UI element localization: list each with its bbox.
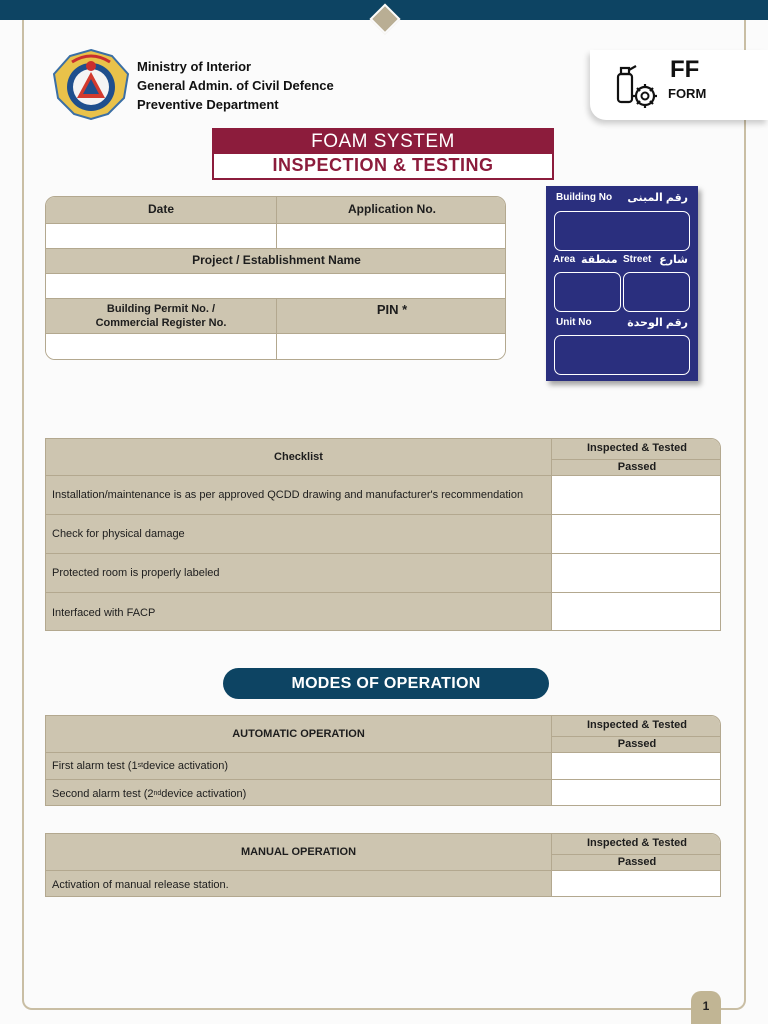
checklist-item-passed-cell[interactable] bbox=[551, 554, 721, 592]
ministry-line-3: Preventive Department bbox=[137, 97, 279, 112]
automatic-item-2-text-end: device activation) bbox=[161, 787, 247, 800]
building-no-label-ar: رقم المبنى bbox=[627, 192, 688, 204]
manual-operation-table bbox=[45, 833, 721, 897]
checklist-item-label: Check for physical damage bbox=[46, 515, 551, 553]
manual-operation-header: MANUAL OPERATION bbox=[46, 834, 551, 870]
building-no-label: Building No bbox=[556, 192, 613, 203]
checklist-item-passed-cell[interactable] bbox=[551, 593, 721, 631]
ministry-line-2: General Admin. of Civil Defence bbox=[137, 78, 334, 93]
page-number: 1 bbox=[691, 991, 721, 1024]
extinguisher-gear-icon bbox=[612, 62, 662, 112]
building-permit-label bbox=[46, 299, 276, 333]
manual-item-label: Activation of manual release station. bbox=[46, 871, 551, 897]
building-permit-label-line-1: Building Permit No. / bbox=[106, 303, 216, 315]
manual-item-passed-cell[interactable] bbox=[551, 871, 721, 897]
unit-no-field[interactable] bbox=[554, 335, 690, 375]
form-title-line-2: INSPECTION & TESTING bbox=[214, 154, 552, 178]
inspected-tested-header: Inspected & Tested bbox=[551, 834, 721, 854]
application-no-label: Application No. bbox=[277, 197, 506, 223]
checklist-item-passed-cell[interactable] bbox=[551, 515, 721, 553]
date-label: Date bbox=[46, 197, 276, 223]
project-name-label: Project / Establishment Name bbox=[46, 249, 506, 273]
application-no-field[interactable] bbox=[277, 224, 506, 248]
checklist-item-label: Installation/maintenance is as per approved QCDD drawing and manufacturer's recommendation bbox=[46, 476, 551, 514]
form-title-line-1: FOAM SYSTEM bbox=[214, 130, 552, 154]
table-row bbox=[46, 753, 721, 779]
divider bbox=[46, 223, 506, 224]
checklist-item-label: Protected room is properly labeled bbox=[46, 554, 551, 592]
building-permit-field[interactable] bbox=[46, 334, 276, 360]
passed-header: Passed bbox=[551, 736, 721, 752]
automatic-operation-table bbox=[45, 715, 721, 806]
table-row bbox=[46, 593, 721, 631]
table-row bbox=[46, 780, 721, 806]
address-panel bbox=[546, 186, 698, 381]
form-code-card bbox=[590, 50, 768, 120]
pin-field[interactable] bbox=[277, 334, 506, 360]
application-info-table bbox=[45, 196, 506, 360]
civil-defence-logo-icon bbox=[52, 48, 130, 120]
automatic-operation-header: AUTOMATIC OPERATION bbox=[46, 716, 551, 752]
automatic-item-label: Second alarm test (2 nd device activation) bbox=[46, 780, 551, 806]
automatic-item-1-text-end: device activation) bbox=[143, 760, 229, 772]
street-label-ar: شارع bbox=[659, 254, 688, 266]
automatic-item-2-text: Second alarm test (2 bbox=[52, 787, 154, 800]
automatic-item-1-text: First alarm test (1 bbox=[52, 760, 138, 772]
modes-of-operation-heading: MODES OF OPERATION bbox=[223, 668, 549, 699]
table-row bbox=[46, 871, 721, 897]
street-label: Street bbox=[623, 254, 652, 265]
table-row bbox=[46, 476, 721, 514]
checklist-item-label: Interfaced with FACP bbox=[46, 593, 551, 631]
project-name-field[interactable] bbox=[46, 274, 506, 298]
inspected-tested-header: Inspected & Tested bbox=[551, 716, 721, 736]
table-row bbox=[46, 554, 721, 592]
form-label: FORM bbox=[668, 86, 707, 101]
area-field[interactable] bbox=[554, 272, 621, 312]
ministry-line-1: Ministry of Interior bbox=[137, 59, 252, 74]
automatic-item-passed-cell[interactable] bbox=[551, 753, 721, 779]
automatic-item-passed-cell[interactable] bbox=[551, 780, 721, 806]
divider bbox=[46, 333, 506, 334]
checklist-table bbox=[45, 438, 721, 631]
area-label-ar: منطقة bbox=[581, 254, 618, 266]
date-field[interactable] bbox=[46, 224, 276, 248]
divider bbox=[46, 298, 506, 299]
pin-label: PIN * bbox=[277, 299, 506, 333]
street-field[interactable] bbox=[623, 272, 690, 312]
building-no-field[interactable] bbox=[554, 211, 690, 251]
area-label: Area bbox=[553, 254, 576, 265]
form-code: FF bbox=[670, 56, 700, 83]
passed-header: Passed bbox=[551, 854, 721, 870]
unit-no-label-ar: رقم الوحدة bbox=[627, 317, 688, 329]
divider bbox=[46, 248, 506, 249]
form-title bbox=[212, 128, 554, 180]
checklist-item-passed-cell[interactable] bbox=[551, 476, 721, 514]
unit-no-label: Unit No bbox=[556, 317, 592, 328]
inspected-tested-header: Inspected & Tested bbox=[551, 439, 721, 459]
checklist-header: Checklist bbox=[46, 439, 551, 475]
divider bbox=[46, 273, 506, 274]
building-permit-label-line-2: Commercial Register No. bbox=[95, 317, 227, 329]
automatic-item-label: First alarm test (1 st device activation) bbox=[46, 753, 551, 779]
table-row bbox=[46, 515, 721, 553]
ministry-heading bbox=[137, 57, 334, 114]
divider bbox=[276, 299, 277, 360]
passed-header: Passed bbox=[551, 459, 721, 475]
